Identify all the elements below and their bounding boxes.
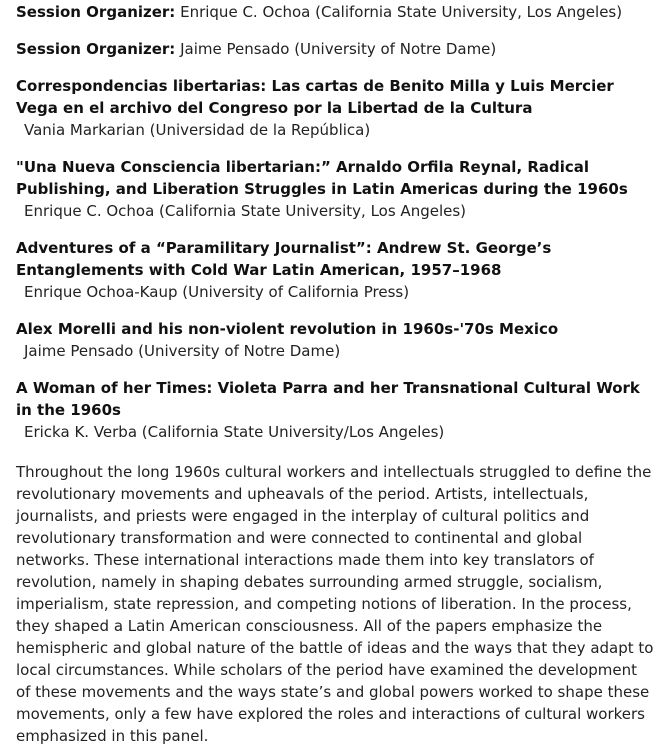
paper-author: Jaime Pensado (University of Notre Dame) [24,342,341,360]
session-organizer [16,38,656,60]
paper-author: Vania Markarian (Universidad de la República) [24,121,371,139]
paper-title[interactable]: Correspondencias libertarias: Las cartas de Benito Milla y Luis Mercier Vega en el archivo del Congreso por la Libertad de la Cultura [16,77,614,117]
paper-entry [16,75,656,141]
paper-entry [16,237,656,303]
paper-title[interactable]: Adventures of a “Paramilitary Journalist”: Andrew St. George’s Entanglements with Cold War Latin American, 1957–1968 [16,239,552,279]
paper-author: Enrique Ochoa-Kaup (University of California Press) [24,283,410,301]
paper-entry [16,377,656,443]
organizer-name: Jaime Pensado (University of Notre Dame) [180,40,497,58]
paper-title[interactable]: "Una Nueva Consciencia libertarian:” Arnaldo Orfila Reynal, Radical Publishing, and Liberation Struggles in Latin Americas during the 1960s [16,158,628,198]
session-page [16,1,656,747]
organizer-role: Session Organizer: [16,3,176,21]
paper-author: Enrique C. Ochoa (California State University, Los Angeles) [24,202,467,220]
paper-entry [16,156,656,222]
organizer-name: Enrique C. Ochoa (California State University, Los Angeles) [180,3,623,21]
organizer-role: Session Organizer: [16,40,176,58]
session-organizer [16,1,656,23]
paper-title[interactable]: A Woman of her Times: Violeta Parra and her Transnational Cultural Work in the 1960s [16,379,640,419]
paper-title[interactable]: Alex Morelli and his non-violent revolution in 1960s-'70s Mexico [16,320,559,338]
paper-entry [16,318,656,362]
paper-author: Ericka K. Verba (California State University/Los Angeles) [24,423,445,441]
session-abstract: Throughout the long 1960s cultural workers and intellectuals struggled to define the revolutionary movements and upheavals of the period. Artists, intellectuals, journalists, and priests were engaged in the interplay of cultural politics and revolutionary transformation and were connected to continental and global networks. These international interactions made them into key translators of revolution, namely in shaping debates surrounding armed struggle, socialism, imperialism, state repression, and competing notions of liberation. In the process, they shaped a Latin American consciousness. All of the papers emphasize the hemispheric and global nature of the battle of ideas and the ways that they adapt to local circumstances. While scholars of the period have examined the development of these movements and the ways state’s and global powers worked to shape these movements, only a few have explored the roles and interactions of cultural workers emphasized in this panel. [16,463,654,745]
